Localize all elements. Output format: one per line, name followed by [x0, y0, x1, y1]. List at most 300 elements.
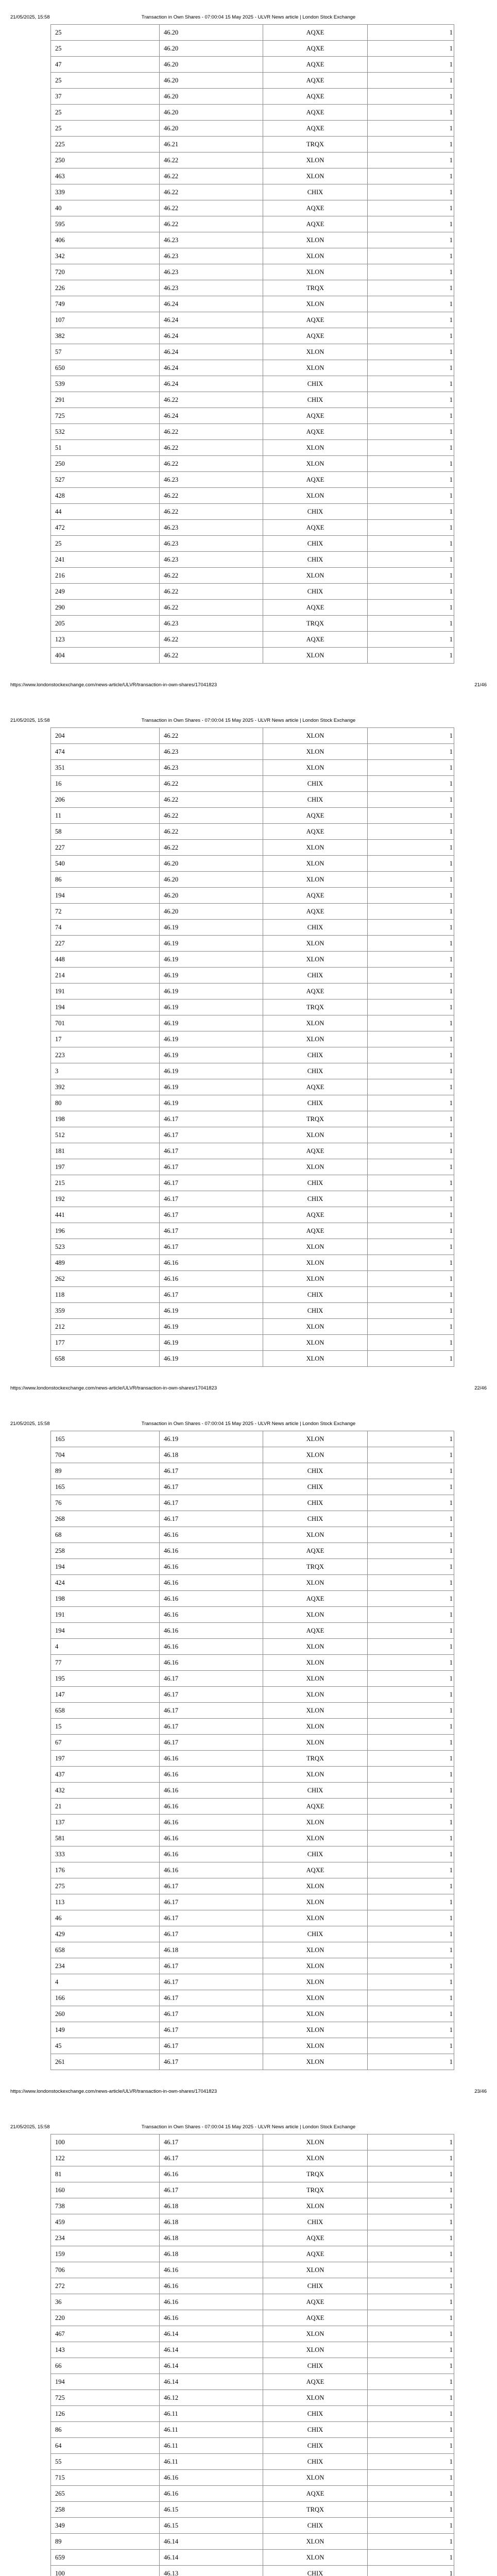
- venue-cell: XLON: [263, 1639, 368, 1655]
- table-row: [51, 1575, 454, 1591]
- time-cell: 1: [368, 1894, 454, 1910]
- price-cell: 46.20: [160, 57, 263, 73]
- venue-cell: CHIX: [263, 1095, 368, 1111]
- price-cell: 46.19: [160, 1431, 263, 1447]
- venue-cell: AQXE: [263, 121, 368, 137]
- venue-cell: XLON: [263, 840, 368, 856]
- volume-cell: 220: [51, 2310, 160, 2326]
- table-row: [51, 1767, 454, 1783]
- time-cell: 1: [368, 872, 454, 888]
- price-cell: 46.16: [160, 1527, 263, 1543]
- venue-cell: XLON: [263, 1703, 368, 1719]
- volume-cell: 720: [51, 264, 160, 280]
- table-row: [51, 73, 454, 89]
- time-cell: 1: [368, 888, 454, 904]
- time-cell: 1: [368, 1479, 454, 1495]
- time-cell: 1: [368, 57, 454, 73]
- price-cell: 46.22: [160, 456, 263, 472]
- time-cell: 1: [368, 2230, 454, 2246]
- venue-cell: CHIX: [263, 1479, 368, 1495]
- venue-cell: AQXE: [263, 1207, 368, 1223]
- venue-cell: XLON: [263, 2342, 368, 2358]
- venue-cell: CHIX: [263, 2406, 368, 2422]
- volume-cell: 204: [51, 728, 160, 744]
- footer-url[interactable]: https://www.londonstockexchange.com/news-article/ULVR/transaction-in-own-shares/17041823: [10, 2089, 217, 2094]
- transactions-table: [50, 727, 454, 1367]
- volume-cell: 216: [51, 568, 160, 584]
- table-row: [51, 2182, 454, 2198]
- venue-cell: AQXE: [263, 2230, 368, 2246]
- table-row: [51, 1431, 454, 1447]
- volume-cell: 333: [51, 1846, 160, 1862]
- time-cell: 1: [368, 200, 454, 216]
- header-title: Transaction in Own Shares - 07:00:04 15 May 2025 - ULVR News article | London Stock Exchange: [141, 1421, 356, 1427]
- transactions-table-body: [51, 25, 454, 664]
- venue-cell: XLON: [263, 264, 368, 280]
- time-cell: 1: [368, 152, 454, 168]
- volume-cell: 191: [51, 1607, 160, 1623]
- price-cell: 46.16: [160, 1655, 263, 1671]
- venue-cell: CHIX: [263, 1511, 368, 1527]
- table-row: [51, 1159, 454, 1175]
- volume-cell: 77: [51, 1655, 160, 1671]
- volume-cell: 290: [51, 600, 160, 616]
- table-row: [51, 808, 454, 824]
- venue-cell: AQXE: [263, 1079, 368, 1095]
- price-cell: 46.16: [160, 2486, 263, 2502]
- price-cell: 46.17: [160, 1878, 263, 1894]
- table-row: [51, 2278, 454, 2294]
- volume-cell: 268: [51, 1511, 160, 1527]
- venue-cell: XLON: [263, 2054, 368, 2070]
- venue-cell: XLON: [263, 1575, 368, 1591]
- table-row: [51, 1287, 454, 1303]
- price-cell: 46.16: [160, 1591, 263, 1607]
- volume-cell: 258: [51, 2502, 160, 2518]
- table-row: [51, 1255, 454, 1271]
- venue-cell: CHIX: [263, 1846, 368, 1862]
- venue-cell: XLON: [263, 1319, 368, 1335]
- time-cell: 1: [368, 776, 454, 792]
- volume-cell: 72: [51, 904, 160, 920]
- price-cell: 46.16: [160, 1815, 263, 1831]
- price-cell: 46.22: [160, 840, 263, 856]
- volume-cell: 342: [51, 248, 160, 264]
- volume-cell: 194: [51, 999, 160, 1015]
- table-row: [51, 1862, 454, 1878]
- volume-cell: 122: [51, 2150, 160, 2166]
- price-cell: 46.17: [160, 1175, 263, 1191]
- table-row: [51, 568, 454, 584]
- price-cell: 46.18: [160, 2198, 263, 2214]
- table-row: [51, 440, 454, 456]
- table-row: [51, 1719, 454, 1735]
- venue-cell: AQXE: [263, 25, 368, 41]
- price-cell: 46.20: [160, 121, 263, 137]
- venue-cell: XLON: [263, 2326, 368, 2342]
- price-cell: 46.22: [160, 488, 263, 504]
- time-cell: 1: [368, 999, 454, 1015]
- venue-cell: XLON: [263, 1655, 368, 1671]
- table-row: [51, 584, 454, 600]
- time-cell: 1: [368, 408, 454, 424]
- venue-cell: XLON: [263, 1687, 368, 1703]
- price-cell: 46.11: [160, 2454, 263, 2470]
- table-row: [51, 792, 454, 808]
- table-row: [51, 2294, 454, 2310]
- time-cell: 1: [368, 1111, 454, 1127]
- time-cell: 1: [368, 1990, 454, 2006]
- table-row: [51, 344, 454, 360]
- volume-cell: 214: [51, 968, 160, 984]
- volume-cell: 512: [51, 1127, 160, 1143]
- price-cell: 46.19: [160, 1063, 263, 1079]
- time-cell: 1: [368, 1655, 454, 1671]
- volume-cell: 89: [51, 2534, 160, 2550]
- volume-cell: 16: [51, 776, 160, 792]
- price-cell: 46.20: [160, 888, 263, 904]
- price-cell: 46.22: [160, 504, 263, 520]
- venue-cell: XLON: [263, 744, 368, 760]
- volume-cell: 227: [51, 840, 160, 856]
- time-cell: 1: [368, 2470, 454, 2486]
- table-row: [51, 1639, 454, 1655]
- table-row: [51, 2134, 454, 2150]
- price-cell: 46.17: [160, 1910, 263, 1926]
- time-cell: 1: [368, 1063, 454, 1079]
- price-cell: 46.17: [160, 1495, 263, 1511]
- volume-cell: 44: [51, 504, 160, 520]
- venue-cell: CHIX: [263, 2358, 368, 2374]
- time-cell: 1: [368, 1511, 454, 1527]
- price-cell: 46.19: [160, 1351, 263, 1367]
- time-cell: 1: [368, 968, 454, 984]
- time-cell: 1: [368, 1303, 454, 1319]
- price-cell: 46.14: [160, 2534, 263, 2550]
- volume-cell: 198: [51, 1591, 160, 1607]
- price-cell: 46.14: [160, 2326, 263, 2342]
- venue-cell: TRQX: [263, 1559, 368, 1575]
- price-cell: 46.22: [160, 392, 263, 408]
- venue-cell: AQXE: [263, 808, 368, 824]
- table-row: [51, 1319, 454, 1335]
- price-cell: 46.14: [160, 2342, 263, 2358]
- time-cell: 1: [368, 2182, 454, 2198]
- volume-cell: 349: [51, 2518, 160, 2534]
- price-cell: 46.18: [160, 1447, 263, 1463]
- price-cell: 46.16: [160, 1862, 263, 1878]
- table-row: [51, 1990, 454, 2006]
- price-cell: 46.19: [160, 968, 263, 984]
- venue-cell: XLON: [263, 360, 368, 376]
- time-cell: 1: [368, 2342, 454, 2358]
- table-row: [51, 1351, 454, 1367]
- time-cell: 1: [368, 2278, 454, 2294]
- table-row: [51, 2246, 454, 2262]
- price-cell: 46.19: [160, 1095, 263, 1111]
- venue-cell: AQXE: [263, 2486, 368, 2502]
- time-cell: 1: [368, 105, 454, 121]
- time-cell: 1: [368, 1015, 454, 1031]
- time-cell: 1: [368, 824, 454, 840]
- table-row: [51, 2054, 454, 2070]
- table-row: [51, 1191, 454, 1207]
- time-cell: 1: [368, 840, 454, 856]
- volume-cell: 25: [51, 41, 160, 57]
- table-row: [51, 408, 454, 424]
- price-cell: 46.17: [160, 1223, 263, 1239]
- volume-cell: 250: [51, 152, 160, 168]
- transactions-table-body: [51, 1431, 454, 2070]
- price-cell: 46.17: [160, 1111, 263, 1127]
- venue-cell: CHIX: [263, 1303, 368, 1319]
- time-cell: 1: [368, 1319, 454, 1335]
- time-cell: 1: [368, 1687, 454, 1703]
- time-cell: 1: [368, 1239, 454, 1255]
- time-cell: 1: [368, 2310, 454, 2326]
- footer-url[interactable]: https://www.londonstockexchange.com/news-article/ULVR/transaction-in-own-shares/17041823: [10, 1385, 217, 1391]
- time-cell: 1: [368, 1207, 454, 1223]
- table-row: [51, 744, 454, 760]
- volume-cell: 258: [51, 1543, 160, 1559]
- time-cell: 1: [368, 1495, 454, 1511]
- time-cell: 1: [368, 1223, 454, 1239]
- venue-cell: CHIX: [263, 1191, 368, 1207]
- price-cell: 46.17: [160, 1143, 263, 1159]
- venue-cell: XLON: [263, 456, 368, 472]
- price-cell: 46.22: [160, 152, 263, 168]
- time-cell: 1: [368, 376, 454, 392]
- venue-cell: XLON: [263, 2390, 368, 2406]
- table-row: [51, 57, 454, 73]
- volume-cell: 226: [51, 280, 160, 296]
- page-footer: [10, 682, 487, 688]
- price-cell: 46.20: [160, 105, 263, 121]
- price-cell: 46.16: [160, 1639, 263, 1655]
- table-row: [51, 2358, 454, 2374]
- time-cell: 1: [368, 1735, 454, 1751]
- volume-cell: 25: [51, 105, 160, 121]
- venue-cell: XLON: [263, 1878, 368, 1894]
- table-row: [51, 2390, 454, 2406]
- time-cell: 1: [368, 1974, 454, 1990]
- price-cell: 46.17: [160, 1958, 263, 1974]
- time-cell: 1: [368, 2518, 454, 2534]
- time-cell: 1: [368, 648, 454, 664]
- volume-cell: 177: [51, 1335, 160, 1351]
- volume-cell: 715: [51, 2470, 160, 2486]
- table-row: [51, 2214, 454, 2230]
- price-cell: 46.19: [160, 920, 263, 936]
- price-cell: 46.22: [160, 168, 263, 184]
- venue-cell: XLON: [263, 232, 368, 248]
- table-row: [51, 1111, 454, 1127]
- venue-cell: AQXE: [263, 1143, 368, 1159]
- volume-cell: 359: [51, 1303, 160, 1319]
- venue-cell: XLON: [263, 936, 368, 952]
- price-cell: 46.15: [160, 2518, 263, 2534]
- price-cell: 46.16: [160, 2278, 263, 2294]
- time-cell: 1: [368, 344, 454, 360]
- venue-cell: CHIX: [263, 1463, 368, 1479]
- page-header: [10, 2124, 487, 2130]
- price-cell: 46.17: [160, 1479, 263, 1495]
- volume-cell: 160: [51, 2182, 160, 2198]
- volume-cell: 704: [51, 1447, 160, 1463]
- venue-cell: XLON: [263, 488, 368, 504]
- price-cell: 46.22: [160, 632, 263, 648]
- time-cell: 1: [368, 1719, 454, 1735]
- price-cell: 46.16: [160, 1799, 263, 1815]
- venue-cell: AQXE: [263, 1223, 368, 1239]
- table-row: [51, 248, 454, 264]
- volume-cell: 467: [51, 2326, 160, 2342]
- time-cell: 1: [368, 1287, 454, 1303]
- volume-cell: 265: [51, 2486, 160, 2502]
- venue-cell: XLON: [263, 1942, 368, 1958]
- volume-cell: 725: [51, 408, 160, 424]
- venue-cell: XLON: [263, 344, 368, 360]
- table-row: [51, 1591, 454, 1607]
- time-cell: 1: [368, 1591, 454, 1607]
- price-cell: 46.16: [160, 2294, 263, 2310]
- table-row: [51, 1687, 454, 1703]
- price-cell: 46.17: [160, 1207, 263, 1223]
- footer-url[interactable]: https://www.londonstockexchange.com/news-article/ULVR/transaction-in-own-shares/17041823: [10, 682, 217, 688]
- table-row: [51, 152, 454, 168]
- table-row: [51, 872, 454, 888]
- price-cell: 46.22: [160, 808, 263, 824]
- venue-cell: XLON: [263, 1607, 368, 1623]
- volume-cell: 194: [51, 1559, 160, 1575]
- volume-cell: 113: [51, 1894, 160, 1910]
- volume-cell: 143: [51, 2342, 160, 2358]
- venue-cell: AQXE: [263, 600, 368, 616]
- table-row: [51, 616, 454, 632]
- time-cell: 1: [368, 952, 454, 968]
- volume-cell: 539: [51, 376, 160, 392]
- table-row: [51, 1271, 454, 1287]
- time-cell: 1: [368, 1335, 454, 1351]
- venue-cell: XLON: [263, 568, 368, 584]
- table-row: [51, 936, 454, 952]
- price-cell: 46.16: [160, 1846, 263, 1862]
- time-cell: 1: [368, 1639, 454, 1655]
- header-datetime: 21/05/2025, 15:58: [10, 718, 50, 723]
- volume-cell: 4: [51, 1974, 160, 1990]
- time-cell: 1: [368, 1575, 454, 1591]
- time-cell: 1: [368, 2166, 454, 2182]
- price-cell: 46.17: [160, 1463, 263, 1479]
- price-cell: 46.24: [160, 296, 263, 312]
- price-cell: 46.19: [160, 1047, 263, 1063]
- venue-cell: XLON: [263, 440, 368, 456]
- venue-cell: CHIX: [263, 1926, 368, 1942]
- price-cell: 46.16: [160, 1575, 263, 1591]
- volume-cell: 738: [51, 2198, 160, 2214]
- price-cell: 46.17: [160, 1159, 263, 1175]
- time-cell: 1: [368, 1846, 454, 1862]
- time-cell: 1: [368, 2422, 454, 2438]
- price-cell: 46.11: [160, 2422, 263, 2438]
- table-row: [51, 824, 454, 840]
- price-cell: 46.23: [160, 280, 263, 296]
- volume-cell: 215: [51, 1175, 160, 1191]
- transactions-table: [50, 2134, 454, 2576]
- price-cell: 46.17: [160, 2182, 263, 2198]
- table-row: [51, 2022, 454, 2038]
- time-cell: 1: [368, 1447, 454, 1463]
- price-cell: 46.14: [160, 2358, 263, 2374]
- table-row: [51, 2310, 454, 2326]
- time-cell: 1: [368, 1926, 454, 1942]
- table-row: [51, 2438, 454, 2454]
- time-cell: 1: [368, 552, 454, 568]
- price-cell: 46.17: [160, 1735, 263, 1751]
- table-row: [51, 41, 454, 57]
- volume-cell: 272: [51, 2278, 160, 2294]
- price-cell: 46.16: [160, 2166, 263, 2182]
- venue-cell: XLON: [263, 1958, 368, 1974]
- page-footer: [10, 2089, 487, 2095]
- price-cell: 46.24: [160, 360, 263, 376]
- volume-cell: 86: [51, 872, 160, 888]
- time-cell: 1: [368, 1271, 454, 1287]
- venue-cell: AQXE: [263, 1623, 368, 1639]
- table-row: [51, 1143, 454, 1159]
- table-row: [51, 1846, 454, 1862]
- venue-cell: XLON: [263, 152, 368, 168]
- venue-cell: CHIX: [263, 2438, 368, 2454]
- time-cell: 1: [368, 392, 454, 408]
- venue-cell: XLON: [263, 872, 368, 888]
- time-cell: 1: [368, 1942, 454, 1958]
- table-row: [51, 1974, 454, 1990]
- table-row: [51, 424, 454, 440]
- price-cell: 46.17: [160, 1287, 263, 1303]
- table-row: [51, 1127, 454, 1143]
- price-cell: 46.19: [160, 999, 263, 1015]
- price-cell: 46.17: [160, 2006, 263, 2022]
- price-cell: 46.22: [160, 648, 263, 664]
- volume-cell: 76: [51, 1495, 160, 1511]
- page: [0, 2110, 497, 2576]
- venue-cell: XLON: [263, 1335, 368, 1351]
- table-row: [51, 1783, 454, 1799]
- volume-cell: 241: [51, 552, 160, 568]
- price-cell: 46.17: [160, 2038, 263, 2054]
- price-cell: 46.23: [160, 760, 263, 776]
- volume-cell: 176: [51, 1862, 160, 1878]
- table-row: [51, 1751, 454, 1767]
- table-row: [51, 968, 454, 984]
- table-row: [51, 1335, 454, 1351]
- table-row: [51, 2262, 454, 2278]
- time-cell: 1: [368, 728, 454, 744]
- price-cell: 46.17: [160, 1990, 263, 2006]
- volume-cell: 196: [51, 1223, 160, 1239]
- header-datetime: 21/05/2025, 15:58: [10, 14, 50, 20]
- table-row: [51, 1559, 454, 1575]
- venue-cell: AQXE: [263, 1799, 368, 1815]
- time-cell: 1: [368, 2502, 454, 2518]
- price-cell: 46.18: [160, 2230, 263, 2246]
- volume-cell: 194: [51, 888, 160, 904]
- venue-cell: XLON: [263, 2470, 368, 2486]
- table-row: [51, 840, 454, 856]
- price-cell: 46.16: [160, 1559, 263, 1575]
- time-cell: 1: [368, 520, 454, 536]
